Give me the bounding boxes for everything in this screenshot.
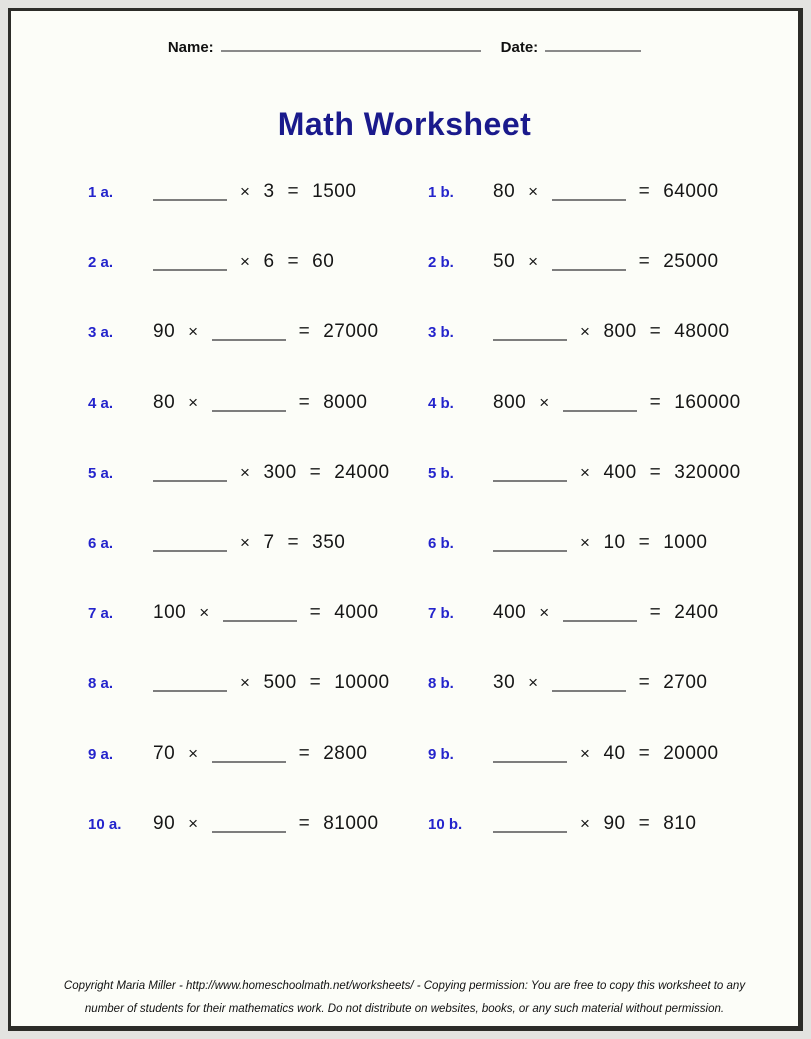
problem-label: 6 b. [428,534,454,552]
product-value: 1500 [312,181,357,202]
problem-label: 10 a. [88,815,122,833]
problem-expression [153,180,356,203]
product-value: 24000 [334,461,390,483]
factor-value: 400 [603,461,637,483]
problem-expression [493,180,719,203]
answer-blank [493,461,567,482]
equals-sign: = [287,531,300,553]
problem [428,671,768,741]
times-sign: × [580,322,591,342]
answer-blank [212,391,286,412]
problem [428,391,768,461]
problem-expression [153,742,367,765]
problem-label: 3 a. [88,324,114,342]
problem-label: 1 a. [88,184,114,201]
answer-blank [153,671,227,692]
header-row [11,35,798,56]
problem-row [11,250,798,320]
problem-label: 1 b. [428,184,454,201]
problem-row [11,671,798,741]
equals-sign: = [638,672,651,694]
answer-blank [552,671,626,692]
product-value: 1000 [663,531,708,553]
answer-blank [563,391,637,412]
factor-value: 300 [263,461,297,483]
problem-label: 5 a. [88,464,114,482]
problem-label: 3 b. [428,324,454,342]
problem-label: 9 b. [428,745,454,763]
factor-value: 7 [263,531,275,553]
factor-value: 90 [153,812,176,834]
equals-sign: = [309,602,322,624]
problem-row [11,320,798,390]
equals-sign: = [287,181,300,202]
times-sign: × [199,603,210,623]
product-value: 10000 [334,672,390,694]
answer-blank [223,601,297,622]
problem-expression [493,742,719,765]
equals-sign: = [298,391,311,413]
problem-label: 4 a. [88,394,114,412]
factor-value: 30 [493,672,516,694]
answer-blank [493,531,567,552]
times-sign: × [188,322,199,342]
problem-expression [153,601,379,624]
problem-row [11,461,798,531]
factor-value: 80 [493,181,516,202]
factor-value: 500 [263,672,297,694]
product-value: 160000 [674,391,741,413]
name-label: Name: [167,39,214,56]
problem-row [11,531,798,601]
answer-blank [212,320,286,341]
copyright-line-1: Copyright Maria Miller - http://www.homeschoolmath.net/worksheets/ - Copying permission: You are free to copy this worksheet to any [63,980,746,993]
answer-blank [563,601,637,622]
problem-row [11,601,798,671]
answer-blank [153,531,227,552]
problem-expression [493,461,741,484]
equals-sign: = [649,461,662,483]
equals-sign: = [638,742,651,764]
product-value: 60 [312,251,335,273]
factor-value: 6 [263,251,275,273]
equals-sign: = [309,461,322,483]
times-sign: × [188,392,199,412]
factor-value: 100 [153,602,187,624]
problem-expression [493,320,730,343]
problem-row [11,180,798,250]
equals-sign: = [309,672,322,694]
problem [88,812,428,882]
equals-sign: = [649,391,662,413]
problem-label: 8 b. [428,675,454,693]
problems-grid [11,180,798,882]
problem-expression [493,531,707,554]
answer-blank [552,250,626,271]
copyright-line-2: number of students for their mathematics work. Do not distribute on websites, books, or any such material without permission. [84,1002,725,1015]
answer-blank [212,742,286,763]
times-sign: × [528,182,539,201]
problem-expression [153,461,390,484]
problem [428,250,768,320]
product-value: 350 [312,531,346,553]
product-value: 81000 [323,812,379,834]
problem [428,531,768,601]
times-sign: × [240,182,251,201]
problem-row [11,812,798,882]
problem-expression [493,671,707,694]
answer-blank [493,812,567,833]
problem-label: 4 b. [428,394,454,412]
factor-value: 90 [153,321,176,343]
product-value: 20000 [663,742,719,764]
equals-sign: = [638,181,651,202]
factor-value: 40 [603,742,626,764]
product-value: 4000 [334,602,379,624]
problem [88,671,428,741]
page-title: Math Worksheet [277,106,532,142]
problem-expression [493,601,719,624]
equals-sign: = [638,531,651,553]
times-sign: × [240,462,251,482]
times-sign: × [580,743,591,763]
problem-label: 7 a. [88,605,114,623]
problem-label: 10 b. [428,815,463,833]
equals-sign: = [287,251,300,273]
problem-row [11,391,798,461]
problem [428,742,768,812]
equals-sign: = [298,742,311,764]
copyright-footer [11,975,798,1020]
factor-value: 90 [603,812,626,834]
problem [428,601,768,671]
equals-sign: = [638,812,651,834]
problem-expression [493,812,696,835]
problem-expression [493,391,741,414]
factor-value: 800 [603,321,637,343]
problem-row [11,742,798,812]
factor-value: 10 [603,531,626,553]
problem-expression [153,320,379,343]
factor-value: 50 [493,251,516,273]
problem-label: 5 b. [428,464,454,482]
problem [428,180,768,250]
factor-value: 800 [493,391,527,413]
factor-value: 3 [263,181,275,202]
problem-label: 9 a. [88,745,114,763]
times-sign: × [188,813,199,833]
problem-expression [153,531,345,554]
worksheet-page [8,8,803,1031]
date-label: Date: [500,39,539,56]
factor-value: 80 [153,391,176,413]
times-sign: × [580,813,591,833]
answer-blank [493,320,567,341]
answer-blank [493,742,567,763]
answer-blank [153,250,227,271]
equals-sign: = [649,602,662,624]
problem-expression [153,250,334,273]
problem [428,461,768,531]
problem [88,601,428,671]
answer-blank [153,180,227,201]
name-blank-line [221,35,481,52]
equals-sign: = [638,251,651,273]
product-value: 48000 [674,321,730,343]
problem [88,320,428,390]
problem-expression [493,250,719,273]
answer-blank [153,461,227,482]
product-value: 8000 [323,391,368,413]
times-sign: × [240,532,251,552]
product-value: 27000 [323,321,379,343]
problem-label: 7 b. [428,605,454,623]
problem [428,812,768,882]
answer-blank [212,812,286,833]
product-value: 810 [663,812,697,834]
problem [88,461,428,531]
times-sign: × [240,673,251,693]
times-sign: × [528,673,539,693]
product-value: 2700 [663,672,708,694]
times-sign: × [528,252,539,272]
equals-sign: = [298,812,311,834]
times-sign: × [240,252,251,272]
date-blank-line [545,35,641,52]
factor-value: 70 [153,742,176,764]
answer-blank [552,180,626,201]
times-sign: × [539,603,550,623]
times-sign: × [580,532,591,552]
problem [88,250,428,320]
problem [88,531,428,601]
problem-label: 2 a. [88,254,114,272]
problem-label: 2 b. [428,254,454,272]
problem-expression [153,671,390,694]
times-sign: × [188,743,199,763]
product-value: 2400 [674,602,719,624]
problem [88,391,428,461]
problem [428,320,768,390]
equals-sign: = [298,321,311,343]
product-value: 64000 [663,181,719,202]
times-sign: × [580,462,591,482]
product-value: 2800 [323,742,368,764]
equals-sign: = [649,321,662,343]
product-value: 320000 [674,461,741,483]
problem [88,180,428,250]
problem-label: 6 a. [88,534,114,552]
times-sign: × [539,392,550,412]
factor-value: 400 [493,602,527,624]
problem [88,742,428,812]
problem-label: 8 a. [88,675,114,693]
problem-expression [153,391,367,414]
product-value: 25000 [663,251,719,273]
problem-expression [153,812,379,835]
